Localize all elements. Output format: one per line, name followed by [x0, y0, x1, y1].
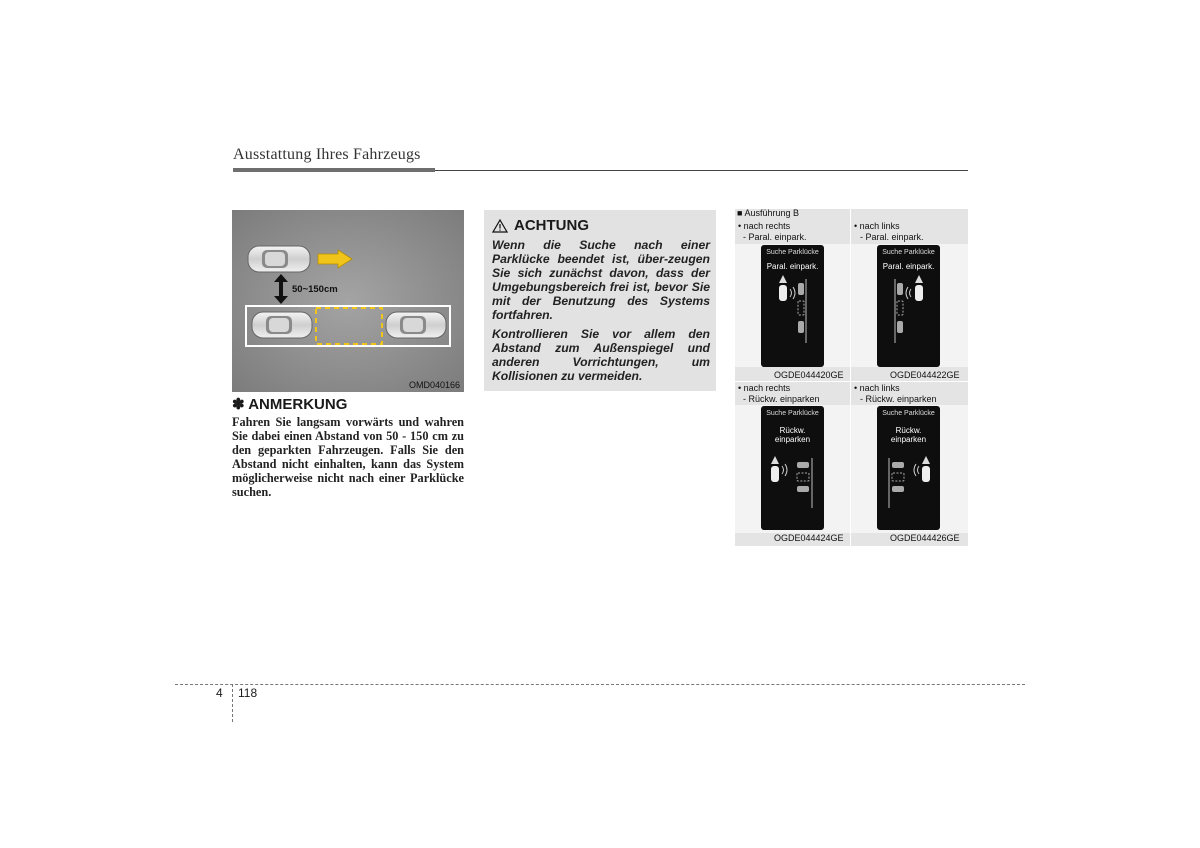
figure-code: OGDE044420GE — [774, 370, 844, 380]
display-header: Suche Parklücke — [882, 410, 935, 417]
display-caption-mode: - Rückw. einparken — [860, 394, 937, 404]
display-caption-mode: - Rückw. einparken — [743, 394, 820, 404]
display-caption-direction: • nach links — [854, 221, 900, 231]
cluster-display — [761, 245, 824, 367]
parked-car-left-icon — [252, 312, 312, 338]
warning-triangle-icon — [492, 219, 508, 233]
warning-paragraph: Wenn die Suche nach einer Parklücke beendet ist, über-zeugen Sie sich zunächst davon, dass der Umgebungsbereich frei ist, bevor Sie mit der Benutzung des Systems fortfahren. — [492, 238, 710, 322]
display-header: Suche Parklücke — [766, 249, 819, 256]
parking-scene-icon — [761, 271, 824, 361]
footer-divider — [232, 684, 233, 722]
display-header: Suche Parklücke — [766, 410, 819, 417]
moving-car-icon — [248, 246, 310, 272]
parking-scene-icon — [761, 444, 824, 534]
display-caption-direction: • nach rechts — [738, 221, 791, 231]
display-mode: Paral. einpark. — [766, 262, 819, 271]
page-number: 118 — [238, 686, 258, 700]
figure-code: OGDE044422GE — [890, 370, 960, 380]
parked-car-right-icon — [386, 312, 446, 338]
warning-paragraph: Kontrollieren Sie vor allem den Abstand zum Außenspiegel und anderen Vorrichtungen, um Kollisionen zu vermeiden. — [492, 327, 710, 383]
display-header: Suche Parklücke — [882, 249, 935, 256]
footer-rule — [175, 684, 1025, 685]
parking-scene-icon — [877, 444, 940, 534]
chapter-number: 4 — [216, 686, 223, 700]
display-mode: Paral. einpark. — [882, 262, 935, 271]
warning-heading — [492, 217, 589, 234]
note-body: Fahren Sie langsam vorwärts und wahren Sie dabei einen Abstand von 50 - 150 cm zu den geparkten Fahrzeugen. Falls Sie den Abstand nicht einhalten, kann das System möglicherweise nicht nach einer Parklücke suchen. — [232, 415, 464, 499]
cluster-display — [761, 406, 824, 530]
page-header-title: Ausstattung Ihres Fahrzeugs — [233, 146, 421, 163]
figure-code: OGDE044424GE — [774, 533, 844, 543]
display-caption-mode: - Paral. einpark. — [743, 232, 807, 242]
display-caption-direction: • nach links — [854, 383, 900, 393]
panel-divider — [735, 381, 968, 382]
parking-distance-figure — [232, 210, 464, 392]
note-heading — [232, 395, 347, 413]
note-heading-text: ANMERKUNG — [248, 396, 348, 413]
cluster-display — [877, 245, 940, 367]
header-rule-accent — [233, 168, 435, 172]
distance-label: 50~150cm — [292, 284, 338, 295]
display-caption-direction: • nach rechts — [738, 383, 791, 393]
figure-code: OGDE044426GE — [890, 533, 960, 543]
display-mode: Rückw. einparken — [890, 426, 927, 444]
warning-heading-text: ACHTUNG — [514, 217, 589, 234]
panel-divider — [850, 209, 851, 546]
display-mode: Rückw. einparken — [774, 426, 811, 444]
cluster-display — [877, 406, 940, 530]
parking-scene-icon — [877, 271, 940, 361]
note-symbol: ✽ — [232, 396, 245, 413]
variant-label: ■ Ausführung B — [737, 208, 799, 218]
display-caption-mode: - Paral. einpark. — [860, 232, 924, 242]
figure-code: OMD040166 — [408, 380, 460, 390]
warning-text — [492, 238, 710, 388]
